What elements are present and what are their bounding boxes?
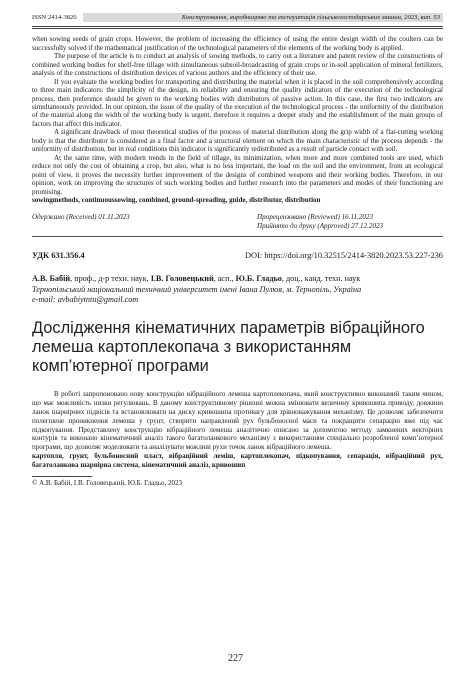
approved-date: Прийнято до друку (Approved) 27.12.2023 xyxy=(257,222,384,231)
english-abstract-continued xyxy=(32,35,443,196)
author-email[interactable]: e-mail: avbabiytntu@gmail.com xyxy=(32,295,139,305)
issn-label: ISSN 2414-3820 xyxy=(32,13,77,21)
english-keywords: sowingmethods, continuoussowing, combined, ground-spreading, guide, distributor, distribution xyxy=(32,196,321,204)
article-dates xyxy=(32,213,443,230)
author-2-name: І.В. Головецький xyxy=(150,274,214,284)
article-title: Дослідження кінематичних параметрів вібраційного лемеша картоплекопача з використанням комп’ютерної програми xyxy=(32,318,425,376)
reviewed-date: Прорецензовано (Reviewed) 16.11.2023 xyxy=(257,213,374,222)
journal-page xyxy=(0,11,471,689)
author-3-title: , доц., канд. техн. наук xyxy=(281,274,361,284)
received-date: Одержано (Received) 01.11.2023 xyxy=(32,213,130,222)
paragraph-1: when sowing seeds of grain crops. However, the problem of increasing the efficiency of using the entire design width of the coulters can be successfully solved if the mathematical justification of the technological parameters of the elements of the working body is applied. xyxy=(32,35,443,52)
udc-doi-row xyxy=(32,251,443,260)
udc-code: УДК 631.356.4 xyxy=(32,251,85,261)
author-1-name: А.В. Бабій xyxy=(32,274,71,284)
copyright-notice: © А.В. Бабій, І.В. Головецький, Ю.Б. Гладьо, 2023 xyxy=(32,479,183,488)
author-3-name: Ю.Б. Гладьо xyxy=(235,274,282,284)
author-list xyxy=(32,274,443,284)
abstract-text: В роботі запропоновано нову конструкцію вібраційного лемеша картоплекопача, який конструктивно виконаний таким чином, що має можливість низки регулювань. В даному конструктивному рішенні можна змінювати величину кривошипа приводу, довжини ланок шарнірних підвісів та встановлювати на диску кривошипа противагу для зрівноважування механізму. Це дозволяє забезпечити полегшене проникнення лемеша у грунт, створити направлений рух бульбоносної маси та покращити сепарацію вже під час підкопування. Представлену конструкцію вібраційного лемеша аналітично описано за допомогою методу замкнених векторних контурів та виконано кінематичний аналіз такого багатоланкового механізму з використанням спеціально розробленої комп’ютерної програми, що дозволяє моделювати та аналізувати можливі рухи точок ланок вібраційного лемеша. xyxy=(32,389,443,452)
affiliation: Тернопільський національний технічний університет імені Івана Пулюя, м. Тернопіль, Україна xyxy=(32,284,362,294)
paragraph-2: The purpose of the article is to conduct an analysis of sowing methods, to carry out a literature and patent review of the constructions of combined working bodies for shelf-free tillage with simultaneous subsoil-broadcasting of grain crops or in-soil application of mineral fertilizers, analysis of the constructions of distribution devices of various authors and the efficiency of their use. xyxy=(32,52,443,78)
section-divider xyxy=(32,236,443,237)
author-2-title: , асп., xyxy=(213,274,236,284)
paragraph-3: If you evaluate the working bodies for transporting and distributing the material when it is placed in the soil comprehensively according to three main indicators: the simplicity of the design, its reliability and ensuring the quality indicators of the execution of the technological process, then preference should be given to the working bodies with distributors of passive action. In this case, the first two indicators are simultaneously provided. In our opinion, the issue of the quality of the execution of the technological process - the uniformity of the distribution of the material along the width of the working body is urgent, therefore it requires a deeper study and the establishment of the main groups of factors that affect this indicator. xyxy=(32,77,443,128)
footnote-rule xyxy=(32,476,92,477)
paragraph-4: A significant drawback of most theoretical studies of the process of material distribution along the grip width of a flat-cutting working body is that the distributor is considered as a final factor and a structural element on which the main characteristic of the process depends - the uniformity of distribution, but in real conditions this indicator is significantly redistributed as a result of particle contact with soil. xyxy=(32,128,443,154)
paragraph-5: At the same time, with modern trends in the field of tillage, its minimization, when more and more combined tools are used, which reduce not only the cost of obtaining a crop, but also, what is no less important, the load on the soil and the environment, from an ecological point of view, it proves the necessity further improvement of the designs of combined weapons and their working bodies. Therefore, in our opinion, work on improving the structures of such working bodies and further research into the parameters and modes of their functioning are promising. xyxy=(32,153,443,196)
doi-link[interactable]: DOI: https://doi.org/10.32515/2414-3820.2023.53.227-236 xyxy=(244,251,443,261)
author-1-title: , проф., д-р техн. наук, xyxy=(70,274,151,284)
ukrainian-abstract xyxy=(32,390,443,452)
journal-title: Конструювання, виробництво та експлуатація сільськогосподарських машин, 2023, вип. 53 xyxy=(83,13,443,22)
header-rule xyxy=(32,26,443,29)
ukrainian-keywords: картопля, грунт, бульбоносний пласт, вібраційний леміш, картоплекопач, підкопування, сепарація, вібраційний рух, багатоланкова шарнірна система, кінематичний аналіз, кривошип xyxy=(32,452,443,470)
running-header xyxy=(32,11,443,23)
review-approval-dates xyxy=(257,213,383,230)
page-number: 227 xyxy=(228,653,243,664)
